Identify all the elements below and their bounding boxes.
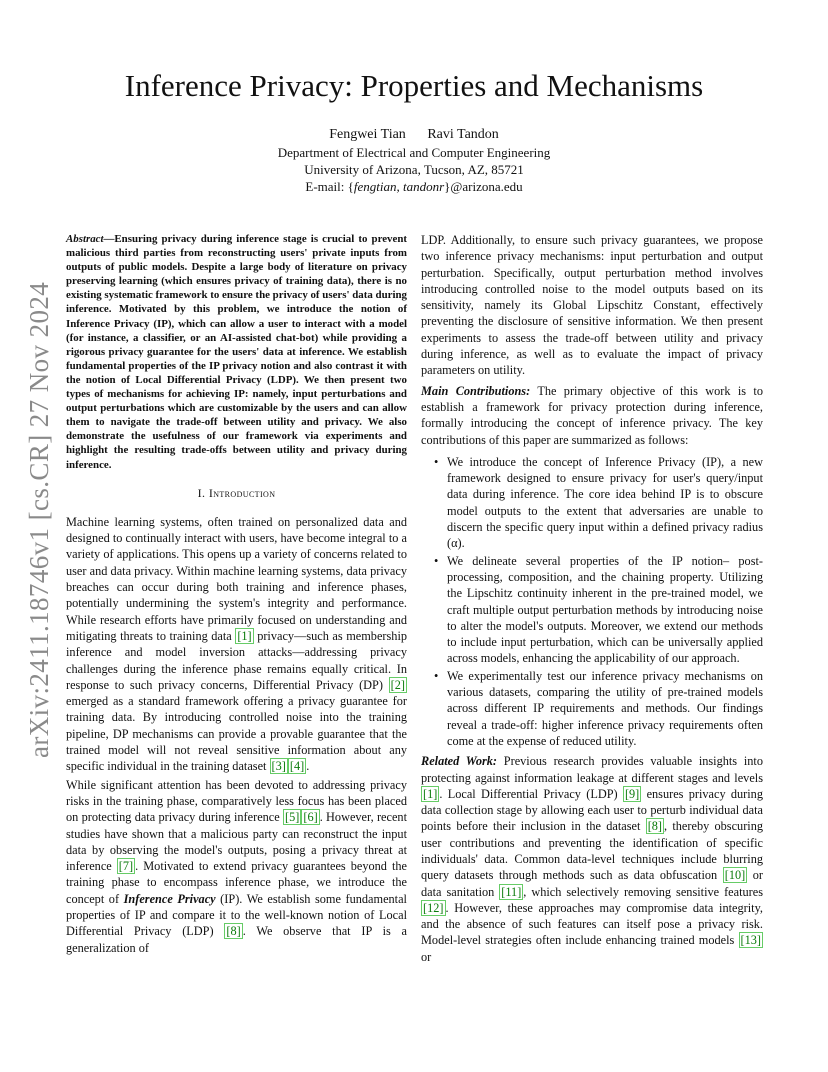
author-name: Fengwei Tian (329, 127, 406, 142)
emphasized-term: Inference Privacy (123, 891, 216, 906)
author-email (0, 178, 828, 195)
section-title: Introduction (208, 485, 276, 500)
body-text: . We observe that IP is a generalization of (66, 924, 407, 955)
intro-paragraph-1 (66, 514, 407, 775)
author-block (0, 126, 828, 195)
citation-link[interactable]: [3] (271, 759, 286, 774)
affiliation-university: University of Arizona, Tucson, AZ, 85721 (304, 162, 524, 177)
body-text: emerged as a standard framework offering a privacy guarantee for training data. By introducing controlled noise into the training pipeline, DP mechanisms can provide a provable guarantee that the trained model will not reveal sensitive information about any specific individual in the training dataset (66, 694, 407, 774)
body-text: Machine learning systems, often trained on personalized data and designed to continually interact with users, have become integral to a variety of applications. This opens up a variety of concerns related to user and data privacy. Within machine learning systems, data privacy breaches can occur during both training and inference phases, potentially undermining the system's integrity and performance. While research efforts have primarily focused on understanding and mitigating threats to training data (66, 514, 407, 643)
body-text: or data sanitation (421, 868, 763, 899)
citation-link[interactable]: [8] (226, 924, 241, 939)
body-text: Previous research provides valuable insights into protecting against information leakage at different stages and levels (421, 754, 763, 785)
list-item: • We introduce the concept of Inference Privacy (IP), a new framework designed to ensure privacy for user's query/input data during inference. The core idea behind IP is to obscure model outputs to the extent that adversaries are unable to discern the specific query input within a defined privacy radius (α). (447, 454, 763, 552)
body-text: While significant attention has been devoted to addressing privacy risks in the training phase, comparatively less focus has been placed on protecting data privacy during inference (66, 777, 407, 825)
email-prefix: E-mail: { (305, 179, 354, 194)
related-work-paragraph (421, 753, 763, 965)
body-text: privacy—such as membership inference and model inversion attacks—addressing privacy challenges during the inference phase remains equally critical. In response to such privacy concerns, Differential Privacy (DP) (66, 628, 408, 692)
body-text: , thereby obscuring user contributions and preventing the identification of specific individuals' data. Common data-level techniques include blurring query datasets through methods such as data obfuscation (421, 819, 764, 883)
body-text: . However, recent studies have shown that a malicious party can reconstruct the input data by observing the model's outputs, posing a privacy threat at inference (66, 810, 407, 874)
list-item: • We experimentally test our inference privacy mechanisms on various datasets, comparing the utility of pre-trained models across different IP requirements and methods. Our findings reveal a trade-off: higher inference privacy requirements often come at the expense of reduced utility. (447, 668, 763, 749)
abstract-text: —Ensuring privacy during inference stage is crucial to prevent malicious third parties from reconstructing users' private inputs from outputs of public models. Despite a large body of literature on privacy preserving learning (which ensures privacy of training data), there is no existing systematic framework to ensure the privacy of users' data during inference. Motivated by this problem, we introduce the notion of Inference Privacy (IP), which can allow a user to interact with a model (for instance, a classifier, or an AI-assisted chat-bot) while providing a rigorous privacy guarantee for the users' data at inference. We establish fundamental properties of the IP privacy notion and also contrast it with the notion of Local Differential Privacy (LDP). We then present two types of mechanisms for achieving IP: namely, input perturbations and output perturbations which are customizable by the users and can allow them to navigate the trade-off between utility and privacy. We also demonstrate the usefulness of our framework via experiments and highlight the resulting trade-offs between utility and privacy during inference. (66, 233, 408, 471)
contributions-heading: Main Contributions: (421, 383, 531, 398)
intro-paragraph-2 (66, 777, 407, 956)
body-text: , which selectively removing sensitive features (523, 884, 763, 899)
body-text: . Motivated to extend privacy guarantees beyond the training phase to encompass inference phase, we introduce the concept of (66, 859, 408, 906)
author-name: Ravi Tandon (427, 127, 499, 142)
section-number: I. (197, 485, 209, 500)
arxiv-identifier: arXiv:2411.18746v1 [cs.CR] 27 Nov 2024 (24, 281, 54, 758)
author-names (0, 126, 828, 144)
citation-link[interactable]: [5] (285, 810, 300, 825)
citation-link[interactable]: [7] (118, 859, 134, 874)
citation-link[interactable]: [2] (390, 677, 405, 692)
citation-link[interactable]: [12] (423, 900, 444, 915)
right-column (421, 232, 763, 965)
citation-link[interactable]: [11] (501, 884, 522, 899)
affiliation-department: Department of Electrical and Computer Engineering (277, 145, 551, 160)
email-users: fengtian, tandonr (353, 179, 445, 194)
abstract-label: Abstract (66, 233, 104, 245)
citation-link[interactable]: [10] (724, 868, 746, 883)
citation-link[interactable]: [4] (289, 759, 305, 774)
citation-link[interactable]: [1] (423, 786, 438, 801)
section-heading-introduction (66, 485, 407, 501)
body-text: The primary objective of this work is to establish a framework for privacy protection during inference, formally introducing the concept of inference privacy. The key contributions of this paper are summarized as follows: (421, 383, 763, 447)
citation-link[interactable]: [1] (237, 628, 252, 643)
contributions-paragraph (421, 383, 763, 448)
citation-link[interactable]: [13] (740, 933, 761, 948)
citation-link[interactable]: [8] (647, 819, 663, 834)
body-text: . Local Differential Privacy (LDP) (439, 786, 623, 801)
citation-link[interactable]: [9] (624, 786, 640, 801)
list-item: • We delineate several properties of the IP notion– post-processing, composition, and the chaining property. Utilizing the Lipschitz continuity inherent in the pre-trained model, we craft multiple output perturbation methods by introducing noise to alter the model's outputs. Moreover, we extend our methods to include input perturbation, which can be universally applied across models, enhancing the applicability of our approach. (447, 553, 763, 667)
citation-link[interactable]: [6] (303, 810, 318, 825)
email-suffix: }@arizona.edu (444, 179, 523, 194)
paper-title: Inference Privacy: Properties and Mechanisms (124, 68, 704, 103)
body-text: or (421, 949, 432, 964)
body-text: (IP). We establish some fundamental properties of IP and compare it to the well-known notion of Local Differential Privacy (LDP) (66, 891, 407, 939)
right-paragraph-1: LDP. Additionally, to ensure such privacy guarantees, we propose two inference privacy mechanisms: input perturbation and output perturbation. Specifically, output perturbation method involves introducing controlled noise to the model outputs based on its sensitivity, namely its Global Lipschitz Constant, effectively preventing the disclosure of sensitive information. We then present experiments to assess the trade-off between utility and privacy during inference, as well as to evaluate the impact of privacy parameters on utility. (421, 233, 763, 378)
body-text: . (306, 759, 310, 774)
body-text: . However, these approaches may compromise data integrity, and the absence of such features can itself pose a privacy risk. Model-level strategies often include enhancing trained models (421, 900, 763, 948)
related-work-heading: Related Work: (421, 754, 497, 769)
abstract (66, 232, 407, 472)
contributions-list (421, 454, 763, 749)
left-column (66, 232, 407, 956)
body-text: ensures privacy during data collection stage by allowing each user to perturb individual data points before their inclusion in the dataset (421, 786, 763, 834)
